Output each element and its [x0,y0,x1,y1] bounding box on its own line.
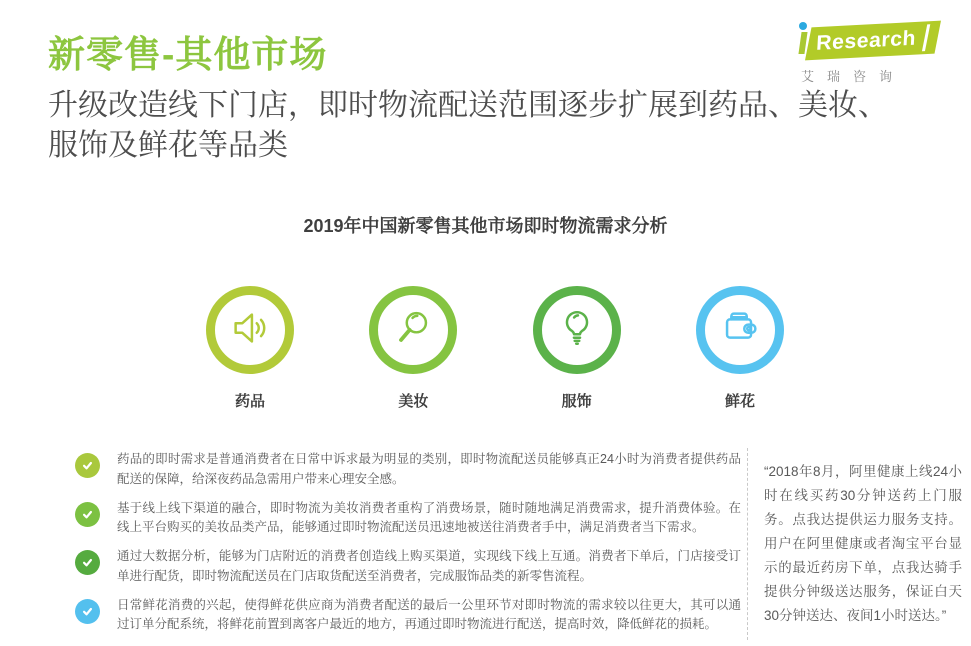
category-beauty [348,286,478,411]
bullet-text: 基于线上线下渠道的融合，即时物流为美妆消费者重构了消费场景，随时随地满足消费需求，提升消费体验。在线上平台购买的美妆品类产品，能够通过即时物流配送员迅速地被送往消费者手中，满足消费者当下需求。 [117,500,741,535]
bullet-text: 日常鲜花消费的兴起，使得鲜花供应商为消费者配送的最后一公里环节对即时物流的需求较以往更大，其可以通过订单分配系统，将鲜花前置到离客户最近的地方，再通过即时物流进行配送，提高时效，降低鲜花的损耗。 [117,597,741,632]
case-quote: “2018年8月，阿里健康上线24小时在线买药30分钟送药上门服务。点我达提供运力服务支持。用户在阿里健康或者淘宝平台显示的最近药房下单，点我达骑手提供分钟级送达服务，保证白天30分钟送达、夜间1小时送达。” [764,464,962,624]
iresearch-logo [791,16,951,85]
check-icon [75,453,100,478]
bullet-apparel [75,547,741,587]
bullet-beauty [75,499,741,539]
magnifier-icon [390,305,436,356]
page-title: 新零售-其他市场 [48,34,328,75]
category-medicine [185,286,315,411]
bullet-list [75,450,741,644]
logo-banner [805,21,941,61]
logo-brand-text: Research [815,26,917,55]
bullet-flowers [75,596,741,636]
medicine-circle [206,286,294,374]
speaker-icon [227,305,273,356]
category-label: 服饰 [561,393,592,410]
check-icon [75,550,100,575]
category-apparel [512,286,642,411]
vertical-dashed-divider [747,448,748,640]
logo-slash-decoration [922,24,930,51]
analysis-title: 2019年中国新零售其他市场即时物流需求分析 [303,216,668,236]
category-row [185,286,805,411]
bullet-medicine [75,450,741,490]
logo-mark [791,16,951,64]
check-icon [75,502,100,527]
bullet-text: 药品的即时需求是普通消费者在日常中诉求最为明显的类别，即时物流配送员能够真正24小时为消费者提供药品配送的保障，给深夜药品急需用户带来心理安全感。 [117,452,741,486]
beauty-circle [369,286,457,374]
category-label: 鲜花 [724,393,755,410]
logo-i-dot-icon [799,22,807,30]
apparel-circle [533,286,621,374]
logo-caption: 艾瑞咨询 [801,69,906,84]
bullet-text: 通过大数据分析，能够为门店附近的消费者创造线上购买渠道，实现线下线上互通。消费者下单后，门店接受订单进行配货，即时物流配送员在门店取货配送至消费者，完成服饰品类的新零售流程。 [117,549,741,583]
check-icon [75,599,100,624]
category-label: 药品 [234,393,265,410]
bulb-icon [554,305,600,356]
category-flowers [675,286,805,411]
category-label: 美妆 [398,393,429,410]
wallet-icon [717,305,763,356]
flowers-circle [696,286,784,374]
page-subtitle: 升级改造线下门店，即时物流配送范围逐步扩展到药品、美妆、服饰及鲜花等品类 [48,89,888,162]
